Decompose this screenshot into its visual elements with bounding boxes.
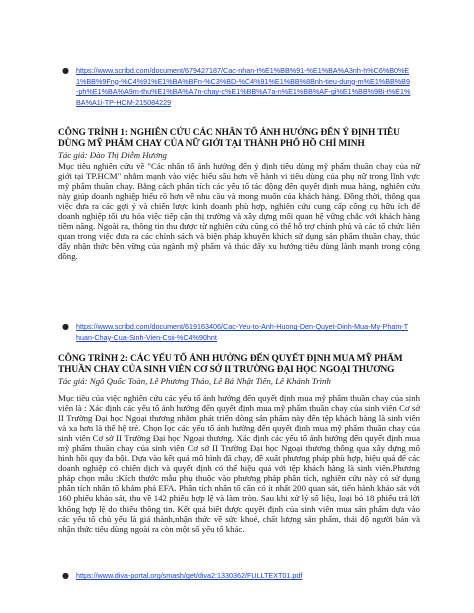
reference-link-2[interactable]: https://www.scribd.com/document/619163406/Cac-Yeu-to-Anh-Huong-Den-Quyet-Dinh-Mua-My-Pham-Thuan-Chay-Cua-Sinh-Vien-Csii-%C4%90hnt (76, 322, 409, 342)
reference-link-1-item (62, 66, 422, 108)
section-2 (58, 354, 420, 534)
section-1-body: Mục tiêu nghiên cứu về "Các nhân tố ảnh hưởng đến ý định tiêu dùng mỹ phẩm thuần chay của nữ giới tại TP.HCM" nhằm mạnh vào việc hiểu sâu hơn về hành vi tiêu dùng của phụ nữ trong lĩnh vực mỹ phẩm thuần chay. Bằng cách phân tích các yếu tố tác động đến quyết định mua hàng, nghiên cứu này giúp doanh nghiệp hiểu rõ hơn về nhu cầu và mong muốn của khách hàng. Đồng thời, thông qua việc đưa ra các gợi ý và chiến lược kinh doanh phù hợp, nghiên cứu cung cấp công cụ hữu ích để doanh nghiệp tối ưu hóa việc tiếp cận thị trường và xây dựng mối quan hệ vững chắc với khách hàng tiềm năng. Ngoài ra, thông tin thu được từ nghiên cứu cũng có thể hỗ trợ chính phủ và các tổ chức liên quan trong việc đưa ra các chính sách và biện pháp khuyến khích sử dụng sản phẩm thuần chay, thúc đẩy nhận thức bền vững của ngành mỹ phẩm và thúc đẩy xu hướng tiêu dùng lành mạnh trong cộng đồng. (58, 160, 420, 262)
reference-link-3-item (62, 571, 422, 582)
reference-link-1[interactable]: https://www.scribd.com/document/679427187/Cac-nhan-t%E1%BB%91-%E1%BA%A3nh-h%C6%B0%E1%BB%9Fng-%C4%91%E1%BA%BFn-%C3%BD-%C4%91%E1%BB%8Bnh-tieu-dung-m%E1%BB%B9-ph%E1%BA%A9m-thu%E1%BA%A7n-chay-c%E1%BB%A7a-n%E1%BB%AF-gi%E1%BB%9Bi-t%E1%BA%A1i-TP-HCM-215084229 (76, 66, 411, 107)
bullet-icon: ● (62, 66, 69, 75)
reference-link-2-item (62, 322, 422, 343)
section-1-author: Tác giả: Đào Thị Diễm Hương (58, 150, 167, 160)
bullet-icon: ● (62, 571, 69, 580)
section-2-author: Tác giả: Ngô Quốc Toàn, Lê Phương Thảo, Lê Bá Nhật Tiến, Lê Khánh Trình (58, 376, 331, 386)
section-2-body: Mục tiêu của việc nghiên cứu các yếu tố ảnh hưởng đến quyết định mua mỹ phẩm thuần chay của sinh viên là : Xác định các yếu tố ảnh hưởng đến quyết định mua mỹ phẩm thuần chay của sinh viên Cơ sở II Trường Đại học Ngoại thương nhằm phát triển dòng sản phẩm này đến tệp khách hàng là sinh viên và xa hơn là thế hệ trẻ. Chọn lọc các yếu tố ảnh hưởng đến quyết định mua mỹ phẩm thuần chay của sinh viên Cơ sở II Trường Đại học Ngoại thương. Xác định các yếu tố ảnh hưởng đến quyết định mua mỹ phẩm thuần chay của sinh viên Cơ sở II Trường Đại học Ngoại thương thông qua xây dựng mô hình hồi quy đa bội. Dựa vào kết quả mô hình đã chạy, đề xuất phương pháp phù hợp, hiệu quả để các doanh nghiệp có chiến dịch và quyết định có thể hiệu quả với tệp khách hàng là sinh viên.Phương pháp chọn mẫu :Kích thước mẫu phụ thuộc vào phương pháp phân tích, nghiên cứu này có sử dụng phân tích nhân tố khám phá EFA. Phân tích nhân tố cần có ít nhất 200 quan sát, tiến hành khảo sát với 160 phiếu khảo sát, thu về 142 phiếu hợp lệ và làm tròn. Sau khi xử lý số liệu, loại bỏ 18 phiếu trả lời không hợp lệ do thiếu thông tin. Kết quả biết được quyết định của sinh viên mua sản phẩm dựa vào các yếu tố chủ yếu là giá thành,nhận thức về sức khoẻ, chất lượng sản phẩm, thái độ người bán và nhận thức tiêu dùng ngoài ra còn một số yếu tố khác. (58, 392, 420, 534)
section-1 (58, 128, 420, 261)
bullet-icon: ● (62, 322, 69, 331)
section-2-title: CÔNG TRÌNH 2: CÁC YẾU TỐ ẢNH HƯỞNG ĐẾN QUYẾT ĐỊNH MUA MỸ PHẨM THUẦN CHAY CỦA SINH VIÊN CƠ SỞ II TRƯỜNG ĐẠI HỌC NGOẠI THƯƠNG (58, 354, 403, 375)
reference-link-3[interactable]: https://www.diva-portal.org/smash/get/diva2:1330362/FULLTEXT01.pdf (76, 571, 303, 580)
section-1-title: CÔNG TRÌNH 1: NGHIÊN CỨU CÁC NHÂN TỐ ẢNH HƯỞNG ĐẾN Ý ĐỊNH TIÊU DÙNG MỸ PHẨM CHAY CỦA NỮ GIỚI TẠI THÀNH PHỐ HỒ CHÍ MINH (58, 128, 400, 149)
